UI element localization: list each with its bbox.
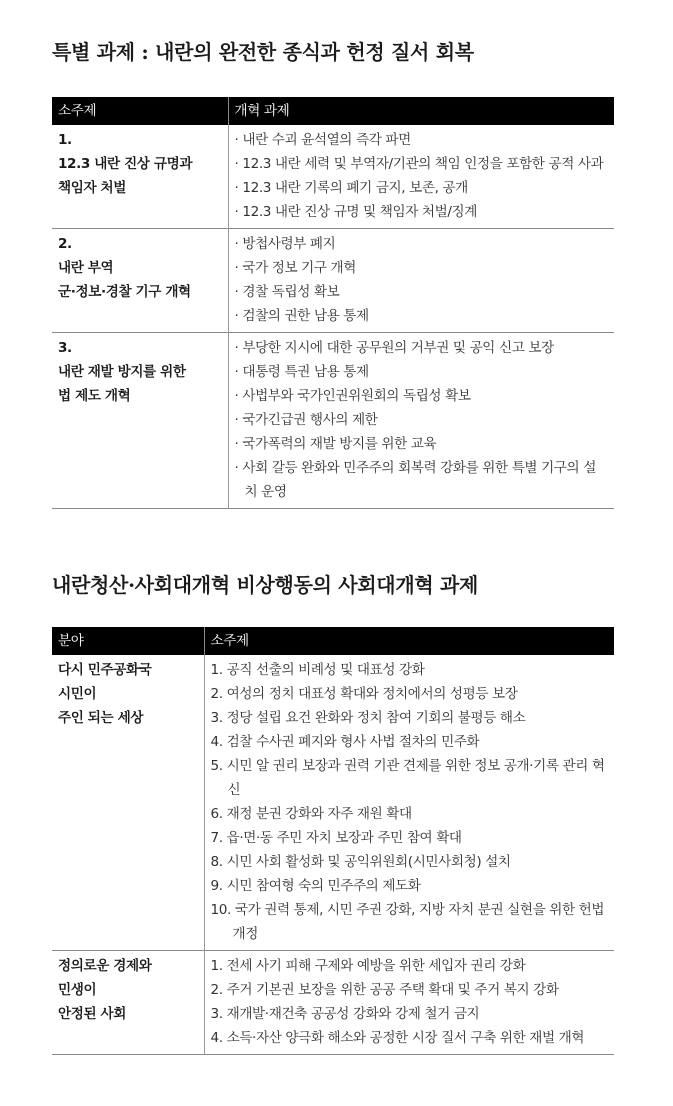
list-item: 8. 시민 사회 활성화 및 공익위원회(시민사회청) 설치: [210, 854, 511, 870]
section2-title: 내란청산·사회대개혁 비상행동의 사회대개혁 과제: [52, 573, 479, 597]
list-item: 1. 전세 사기 피해 구제와 예방을 위한 세입자 권리 강화: [210, 958, 526, 974]
topic-line: 정의로운 경제와: [58, 958, 152, 974]
row-items: [228, 229, 614, 333]
topic-line: 시민이: [58, 686, 97, 702]
table-row: [52, 125, 614, 229]
row-topic: [52, 125, 228, 229]
row-items: [228, 333, 614, 509]
list-item: · 경찰 독립성 확보: [234, 284, 340, 300]
table-row: [52, 655, 614, 951]
row-items: [228, 125, 614, 229]
reform-tasks-table: [52, 97, 614, 509]
topic-line: 1.: [58, 132, 72, 148]
topic-line: 주인 되는 세상: [58, 710, 144, 726]
row-topic: [52, 229, 228, 333]
list-item: · 대통령 특권 남용 통제: [234, 364, 369, 380]
list-item: · 사회 갈등 완화와 민주주의 회복력 강화를 위한 특별 기구의 설치 운영: [234, 460, 596, 500]
list-item: · 국가 정보 기구 개혁: [234, 260, 356, 276]
row-topic: [52, 655, 204, 951]
row-topic: [52, 333, 228, 509]
table-header-row: [52, 627, 614, 655]
topic-line: 안정된 사회: [58, 1006, 126, 1022]
list-item: · 국가긴급권 행사의 제한: [234, 412, 378, 428]
list-item: · 사법부와 국가인권위원회의 독립성 확보: [234, 388, 471, 404]
table-row: [52, 229, 614, 333]
row-items: [204, 655, 614, 951]
list-item: · 12.3 내란 진상 규명 및 책임자 처벌/징계: [234, 204, 477, 220]
list-item: · 검찰의 권한 남용 통제: [234, 308, 369, 324]
list-item: · 12.3 내란 세력 및 부역자/기관의 책임 인정을 포함한 공적 사과: [234, 156, 604, 172]
social-reform-table: [52, 627, 614, 1055]
list-item: 7. 읍·면·동 주민 자치 보장과 주민 참여 확대: [210, 830, 462, 846]
list-item: 10. 국가 권력 통제, 시민 주권 강화, 지방 자치 분권 실현을 위한 헌법 개정: [210, 902, 605, 942]
list-item: · 내란 수괴 윤석열의 즉각 파면: [234, 132, 411, 148]
list-item: 3. 정당 설립 요건 완화와 정치 참여 기회의 불평등 해소: [210, 710, 526, 726]
row-topic: [52, 951, 204, 1055]
list-item: 5. 시민 알 권리 보장과 권력 기관 견제를 위한 정보 공개·기록 관리 혁신: [210, 758, 605, 798]
list-item: 9. 시민 참여형 숙의 민주주의 제도화: [210, 878, 421, 894]
list-item: 1. 공직 선출의 비례성 및 대표성 강화: [210, 662, 425, 678]
header-field: 분야: [52, 627, 204, 655]
list-item: 2. 주거 기본권 보장을 위한 공공 주택 확대 및 주거 복지 강화: [210, 982, 559, 998]
list-item: 6. 재정 분권 강화와 자주 재원 확대: [210, 806, 412, 822]
topic-line: 책임자 처벌: [58, 180, 126, 196]
header-subtopic: 소주제: [204, 627, 614, 655]
topic-line: 내란 부역: [58, 260, 114, 276]
list-item: 2. 여성의 정치 대표성 확대와 정치에서의 성평등 보장: [210, 686, 518, 702]
topic-line: 12.3 내란 진상 규명과: [58, 156, 193, 172]
header-subtopic: 소주제: [52, 97, 228, 125]
table-header-row: [52, 97, 614, 125]
table-row: [52, 951, 614, 1055]
list-item: 3. 재개발·재건축 공공성 강화와 강제 철거 금지: [210, 1006, 480, 1022]
section1-title: 특별 과제 : 내란의 완전한 종식과 헌정 질서 회복: [52, 40, 474, 64]
topic-line: 3.: [58, 340, 72, 356]
list-item: · 방첩사령부 폐지: [234, 236, 336, 252]
list-item: · 12.3 내란 기록의 폐기 금지, 보존, 공개: [234, 180, 468, 196]
topic-line: 내란 재발 방지를 위한: [58, 364, 186, 380]
list-item: 4. 소득·자산 양극화 해소와 공정한 시장 질서 구축 위한 재벌 개혁: [210, 1030, 585, 1046]
row-items: [204, 951, 614, 1055]
topic-line: 2.: [58, 236, 72, 252]
list-item: · 국가폭력의 재발 방지를 위한 교육: [234, 436, 437, 452]
topic-line: 다시 민주공화국: [58, 662, 152, 678]
list-item: · 부당한 지시에 대한 공무원의 거부권 및 공익 신고 보장: [234, 340, 554, 356]
list-item: 4. 검찰 수사권 폐지와 형사 사법 절차의 민주화: [210, 734, 480, 750]
header-reform-task: 개혁 과제: [228, 97, 614, 125]
topic-line: 군·정보·경찰 기구 개혁: [58, 284, 191, 300]
table-row: [52, 333, 614, 509]
topic-line: 법 제도 개혁: [58, 388, 131, 404]
topic-line: 민생이: [58, 982, 97, 998]
